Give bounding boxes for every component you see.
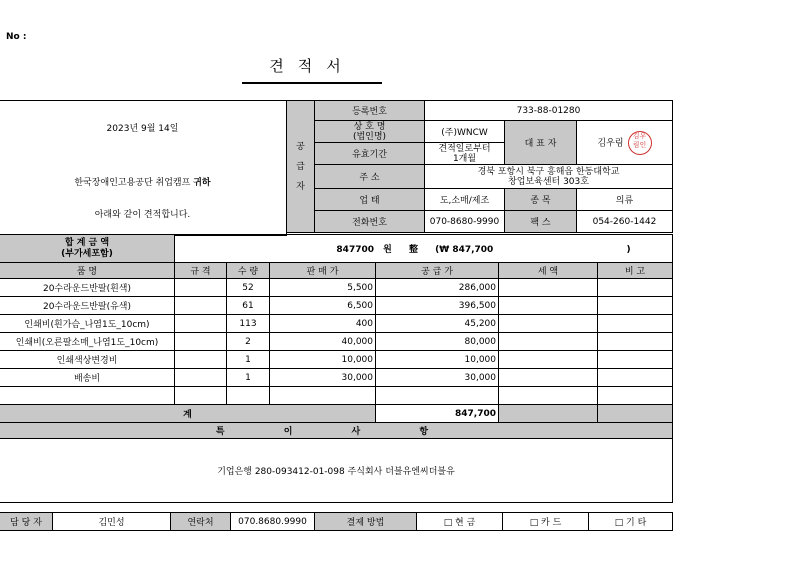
no-label: No : bbox=[6, 32, 27, 42]
sum-amount-cell bbox=[175, 235, 673, 263]
pay-card-option[interactable]: □ 카 드 bbox=[503, 513, 589, 531]
row-supply: 10,000 bbox=[376, 351, 499, 369]
row-price: 10,000 bbox=[270, 351, 376, 369]
header-name: 품 명 bbox=[0, 263, 175, 279]
sum-won: 원 bbox=[383, 245, 392, 255]
row-tax bbox=[499, 351, 598, 369]
row-remark bbox=[598, 333, 673, 351]
row-price: 40,000 bbox=[270, 333, 376, 351]
biz-value: 도,소매/제조 bbox=[425, 189, 505, 211]
item-label: 종 목 bbox=[505, 189, 577, 211]
row-remark bbox=[598, 315, 673, 333]
supplier-char-3: 자 bbox=[296, 181, 305, 192]
row-supply: 30,000 bbox=[376, 369, 499, 387]
total-tax bbox=[499, 405, 598, 423]
table-row bbox=[0, 333, 673, 351]
total-label: 계 bbox=[0, 405, 376, 423]
row-price: 30,000 bbox=[270, 369, 376, 387]
recipient bbox=[0, 175, 286, 188]
row-price bbox=[270, 387, 376, 405]
row-tax bbox=[499, 279, 598, 297]
row-spec bbox=[175, 387, 227, 405]
items-table bbox=[0, 262, 673, 503]
row-supply: 45,200 bbox=[376, 315, 499, 333]
bank-row bbox=[0, 439, 673, 503]
header-qty: 수 량 bbox=[227, 263, 270, 279]
tel-label: 전화번호 bbox=[315, 211, 425, 233]
special-row bbox=[0, 423, 673, 439]
contact-value: 070.8680.9990 bbox=[231, 513, 315, 531]
row-supply bbox=[376, 387, 499, 405]
payment-label: 결제 방법 bbox=[315, 513, 417, 531]
row-name: 20수라운드반팔(흰색) bbox=[0, 279, 175, 297]
row-tax bbox=[499, 315, 598, 333]
sum-table bbox=[0, 234, 673, 263]
footer-table bbox=[0, 512, 673, 531]
quote-date: 2023년 9월 14일 bbox=[106, 124, 179, 134]
ceo-cell bbox=[577, 121, 673, 165]
row-name: 인쇄비(오른팔소매_나염1도_10cm) bbox=[0, 333, 175, 351]
row-spec bbox=[175, 297, 227, 315]
row-spec bbox=[175, 279, 227, 297]
row-tax bbox=[499, 387, 598, 405]
reg-label: 등록번호 bbox=[315, 101, 425, 121]
table-row bbox=[0, 297, 673, 315]
total-value: 847,700 bbox=[376, 405, 499, 423]
recipient-box bbox=[0, 100, 287, 236]
row-spec bbox=[175, 315, 227, 333]
valid-value: 견적일로부터 1개월 bbox=[425, 143, 505, 165]
table-row bbox=[0, 351, 673, 369]
row-remark bbox=[598, 351, 673, 369]
pay-cash-option[interactable]: □ 현 금 bbox=[417, 513, 503, 531]
row-tax bbox=[499, 297, 598, 315]
quote-note: 아래와 같이 견적합니다. bbox=[94, 210, 191, 220]
row-remark bbox=[598, 279, 673, 297]
ceo-value: 김우림 bbox=[597, 138, 624, 148]
row-price: 6,500 bbox=[270, 297, 376, 315]
row-remark bbox=[598, 387, 673, 405]
sum-close: ) bbox=[626, 245, 631, 255]
row-tax bbox=[499, 333, 598, 351]
biz-label: 업 태 bbox=[315, 189, 425, 211]
supplier-char-1: 공 bbox=[296, 141, 305, 152]
valid-label: 유효기간 bbox=[315, 143, 425, 165]
row-remark bbox=[598, 369, 673, 387]
supplier-section-label bbox=[287, 101, 315, 233]
supplier-char-2: 급 bbox=[296, 161, 305, 172]
company-value: (주)WNCW bbox=[425, 121, 505, 143]
company-label: 상 호 명 (법인명) bbox=[315, 121, 425, 143]
row-qty bbox=[227, 387, 270, 405]
header-supply: 공 급 가 bbox=[376, 263, 499, 279]
honorific: 귀하 bbox=[193, 178, 211, 188]
row-qty: 113 bbox=[227, 315, 270, 333]
row-name: 인쇄비(흰가슴_나염1도_10cm) bbox=[0, 315, 175, 333]
table-row bbox=[0, 315, 673, 333]
row-name: 배송비 bbox=[0, 369, 175, 387]
seal-stamp: 김우 림인 bbox=[628, 131, 652, 155]
row-spec bbox=[175, 369, 227, 387]
row-remark bbox=[598, 297, 673, 315]
ceo-label: 대 표 자 bbox=[505, 121, 577, 165]
row-supply: 80,000 bbox=[376, 333, 499, 351]
header-spec: 규 격 bbox=[175, 263, 227, 279]
table-row bbox=[0, 279, 673, 297]
header-price: 판 매 가 bbox=[270, 263, 376, 279]
title-underline bbox=[242, 82, 382, 86]
fax-value: 054-260-1442 bbox=[577, 211, 673, 233]
sum-amount: 847700 bbox=[336, 245, 374, 255]
tel-value: 070-8680-9990 bbox=[425, 211, 505, 233]
addr-value: 경북 포항시 북구 흥해읍 한동대학교 창업보육센터 303호 bbox=[425, 165, 673, 189]
recipient-name: 한국장애인고용공단 취업캠프 bbox=[74, 178, 191, 188]
item-value: 의류 bbox=[577, 189, 673, 211]
manager-value: 김민성 bbox=[53, 513, 171, 531]
total-row bbox=[0, 405, 673, 423]
row-qty: 61 bbox=[227, 297, 270, 315]
sum-paren-amount: (₩ 847,700 bbox=[435, 245, 494, 255]
row-price: 5,500 bbox=[270, 279, 376, 297]
row-qty: 1 bbox=[227, 351, 270, 369]
row-price: 400 bbox=[270, 315, 376, 333]
reg-value: 733-88-01280 bbox=[425, 101, 673, 121]
fax-label: 팩 스 bbox=[505, 211, 577, 233]
table-row bbox=[0, 369, 673, 387]
pay-other-option[interactable]: □ 기 타 bbox=[589, 513, 673, 531]
contact-label: 연락처 bbox=[171, 513, 231, 531]
supplier-table bbox=[286, 100, 673, 233]
table-row-empty bbox=[0, 387, 673, 405]
row-name: 인쇄색상변경비 bbox=[0, 351, 175, 369]
addr-label: 주 소 bbox=[315, 165, 425, 189]
row-spec bbox=[175, 333, 227, 351]
header-remark: 비 고 bbox=[598, 263, 673, 279]
page-title: 견적서 bbox=[269, 57, 355, 75]
total-remark bbox=[598, 405, 673, 423]
row-name bbox=[0, 387, 175, 405]
sum-jeong: 整 bbox=[408, 245, 418, 255]
row-qty: 52 bbox=[227, 279, 270, 297]
row-supply: 286,000 bbox=[376, 279, 499, 297]
bank-info: 기업은행 280-093412-01-098 주식회사 더블유엔씨더블유 bbox=[0, 439, 673, 503]
items-header-row bbox=[0, 263, 673, 279]
row-name: 20수라운드반팔(유색) bbox=[0, 297, 175, 315]
manager-label: 담 당 자 bbox=[0, 513, 53, 531]
row-supply: 396,500 bbox=[376, 297, 499, 315]
row-qty: 2 bbox=[227, 333, 270, 351]
row-qty: 1 bbox=[227, 369, 270, 387]
special-label: 특 이 사 항 bbox=[0, 423, 673, 439]
row-spec bbox=[175, 351, 227, 369]
row-tax bbox=[499, 369, 598, 387]
sum-label: 합 계 금 액 (부가세포함) bbox=[0, 235, 175, 263]
header-tax: 세 액 bbox=[499, 263, 598, 279]
